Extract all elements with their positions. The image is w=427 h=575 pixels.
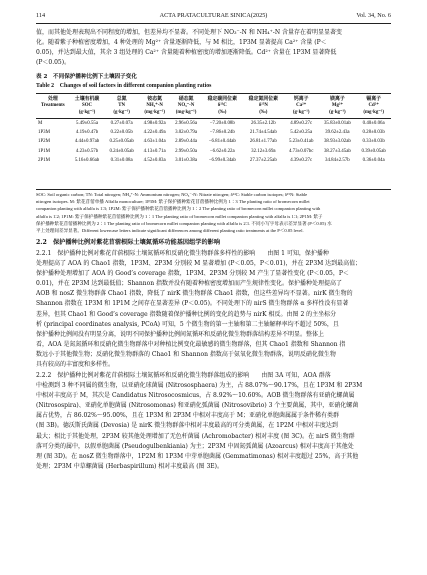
volume-info: Vol. 34, No. 6 <box>356 12 391 19</box>
text-line: 最大；相比于其他处理，2P3M 较其他处理增加了无色杆菌属 (Achromobacter) 相对丰度 (图 3C)。在 nirS 微生物群 <box>36 432 355 440</box>
note-line: alfalfa is 1∶2; 1P1M: 紫子保护播种紫花苜蓿播种比例为 1∶1 The planting ratio of bromecorn millet companion planting with alfalfa is 1∶1; 2P1M: 紫子 <box>36 213 323 219</box>
header-cell: (‰) <box>243 110 284 119</box>
table-cell: 5.23±0.41ab <box>288 139 314 145</box>
header-cell: Mg²⁺ <box>331 103 343 108</box>
text-line: 差异，但其 Chao1 和 Good’s coverage 指数随着保护播种比例的变化的趋势与 nirK 相反。由图 2 的主坐标分 <box>36 310 337 318</box>
header-cell: 镁离子 <box>330 97 345 102</box>
journal-title: ACTA PRATACULTURAE SINICA(2025) <box>159 12 268 19</box>
text-line: (P＜0.05)。 <box>36 59 71 67</box>
text-line: 0.05)，并达到最大值，其余 3 组处理的 Ca²⁺ 含量随着种植密度的增加逐渐降低。Cd²⁺ 含量在 1P3M 显著降低 <box>36 49 337 57</box>
text-line: 析 (principal coordinates analysis, PCoA) 可知，5 个微生物的第一主轴和第二主轴解释率均不超过 50%，且 <box>36 320 339 328</box>
table-cell: 0.31±0.08a <box>110 157 133 163</box>
table-cell: 3.01±0.38a <box>175 157 198 163</box>
note-line: 平上处理间差异显著。Different lowercase letters indicate significant differences among different planting ratio treatments at the P＜0.05 level. <box>36 228 304 234</box>
table-cell: 0.33±0.03b <box>362 139 385 145</box>
table-cell: 21.74±4.54ab <box>249 130 277 136</box>
table-cell: −7.20±0.08b <box>209 121 235 126</box>
page-number: 114 <box>36 12 46 19</box>
text-line: 化。随着紫子种植密度增加，4 种处理的 Mg²⁺ 含量逐渐降低，与 M 相比，1P3M 显著提高 Ca²⁺ 含量 (P＜ <box>36 39 327 47</box>
header-cell <box>36 110 70 119</box>
table-cell: 4.19±0.47b <box>75 130 99 136</box>
table-header-row <box>36 94 391 103</box>
table-header-row <box>36 110 391 119</box>
header-cell: SOC <box>82 103 93 108</box>
text-line: 保护播种处理增加了 AOA 的 Good’s coverage 指数，1P3M、2P3M 分别较 M 产生了显著性变化 (P＜0.05，P＜ <box>36 270 349 278</box>
text-line: 中检测到 3 种不同属的微生物，以亚硝化球菌属 (Nitrososphaera) 为主，占 88.07%～90.17%，且在 1P3M 和 2P3M <box>36 382 363 390</box>
table-cell: 4.98±0.92a <box>143 121 166 126</box>
table-cell: 4.52±0.83a <box>143 157 166 163</box>
table-caption-en: Table 2 Changes of soil factors in different companion planting ratios <box>36 83 212 89</box>
table-cell: M <box>38 121 43 126</box>
header-cell: NO₃⁻-N <box>177 103 195 108</box>
table-cell: 0.40±0.06a <box>362 121 385 126</box>
intro-paragraph <box>36 28 391 68</box>
table-cell: 0.28±0.03b <box>362 130 385 136</box>
header-cell: NH₄⁺-N <box>146 103 163 108</box>
table-cell: 2.99±0.50a <box>175 148 198 154</box>
text-line: (图 3B)。德沃斯氏菌属 (Devosia) 是 nirK 微生物群落中相对丰度最高的可分类菌属，在 1P2M 中相对丰度达到 <box>36 422 338 430</box>
header-cell: (g·kg⁻¹) <box>318 110 356 119</box>
table-cell: 34.84±2.57b <box>325 157 350 163</box>
text-line: AOB 和 nosZ 微生物群落 Chao1 指数，降低了 nirK 微生物群落 Chao1 指数，但这些差异均不显著。nirK 微生物的 <box>36 290 353 298</box>
header-cell: TN <box>118 103 126 108</box>
note-line: companion planting with alfalfa is 1∶3; 1P2M: 紫子保护播种紫花苜蓿播种比例为 1∶2 The planting ratio of bromecorn millet companion planting with <box>36 206 321 212</box>
note-line: SOC: Soil organic carbon; TN: Total nitrogen; NH₄⁺-N: Ammonium nitrogen; NO₃⁻-N: Nitrate nitrogen; δ¹³C: Stable carbon isotopes; δ¹⁵N: Stable <box>36 192 308 197</box>
header-cell: Cd²⁺ <box>368 103 379 108</box>
header-rule <box>36 23 391 24</box>
text-line: Shannon 指数在 1P3M 和 1P1M 之间存在显著差异 (P＜0.05)。不同处理下的 nirS 微生物群落 α 多样性没有显著 <box>36 300 349 308</box>
header-cell: 稳定碳同位素 <box>207 97 237 102</box>
table-cell: 4.22±0.49a <box>143 130 166 136</box>
table-cell: −6.81±0.44ab <box>208 139 236 145</box>
table-cell: 5.49±0.55a <box>76 121 99 126</box>
table-cell: 0.24±0.05ab <box>109 148 134 154</box>
header-cell: Treatments <box>40 103 65 108</box>
table-cell: 35.83±0.01ab <box>323 121 351 126</box>
text-line: 落可分类的属中，以假单胞菌属 (Pseudogulbenkiania) 为主；2P3M 中固氮弧菌属 (Azoarcus) 相对丰度高于其他处 <box>36 442 354 450</box>
header-cell: 总氮 <box>116 97 127 102</box>
table-cell: −7.86±0.24b <box>209 130 235 136</box>
text-line: 数远小于其他微生物；反硝化微生物群落的 Chao1 和 Shannon 指数高于氨氧化微生物群落，说明反硝化微生物 <box>36 350 336 358</box>
header-cell: 钙离子 <box>293 97 309 102</box>
table-cell: 4.89±0.27c <box>290 121 313 126</box>
table-cell: 4.73±0.07bc <box>288 148 314 154</box>
text-line: 值，而其他处理表现出不同程度的增加，但差异均不显著。不同处理下 NO₃⁻-N 和 NH₄⁺-N 含量存在着明显显著变 <box>36 29 342 36</box>
table-cell: 39.62±2.43a <box>325 130 350 136</box>
table-cell: 1P3M <box>38 130 50 136</box>
table-row <box>36 156 391 165</box>
header-cell: 铵态氮 <box>147 97 162 102</box>
text-line: 中相对丰度高于 M，其次是 Candidatus Nitrosocosmicus，占 8.92%～10.60%。AOB 微生物群落有亚硝化螺菌属 <box>36 392 355 400</box>
table-cell: 1P1M <box>38 148 50 154</box>
table-cell: 4.63±1.04a <box>143 139 166 145</box>
table-bottom-rule <box>36 189 391 190</box>
note-line: nitrogen isotopes. M: 紫花苜蓿单播 Alfalfa monoculture; 1P3M: 紫子保护播种紫花苜蓿播种比例为 1∶3 The planting ratio of bromecorn millet <box>36 199 310 205</box>
table-cell: −6.62±0.22a <box>209 148 235 154</box>
text-line: 2.2.2 保护播种比例对紫花苜蓿根际土壤氮循环和反硝化微生物群落组成的影响 由图 3A 可知，AOA 群落 <box>36 372 331 379</box>
text-line: 保护播种比例间没有明显分离，说明不同保护播种比例间氮循环和反硝化微生物群落结构差异不明显。整体上 <box>36 330 325 338</box>
text-line: 理 (图 3D)。在 nosZ 微生物群落中，1P2M 和 1P3M 中芽单胞菌属 (Gemmatimonas) 相对丰度超过 25%，高于其他 <box>36 452 359 460</box>
header-cell: (g·kg⁻¹) <box>104 110 139 119</box>
text-line: 处理提高了 AOA 的 Chao1 指数，1P3M、2P3M 分别较 M 显著增加 (P＜0.05，P＜0.01)，并在 2P3M 达到最高值； <box>36 260 362 268</box>
table-note <box>36 191 391 234</box>
table-row <box>36 119 391 129</box>
text-line: 看，AOA 是氮氮循环和反硝化微生物群落中对种植比例变化最敏感的微生物群落，但其 Chao1 指数和 Shannon 指 <box>36 340 346 348</box>
header-cell: 土壤有机碳 <box>74 97 100 102</box>
table-cell: 0.27±0.07a <box>110 121 133 126</box>
table-row <box>36 128 391 137</box>
table-cell: 38.27±3.45ab <box>323 148 351 154</box>
header-cell: Ca²⁺ <box>296 103 307 108</box>
table-row <box>36 147 391 156</box>
note-line: 保护播种紫花苜蓿播种比例为 2∶1 The planting ratio of bromecorn millet companion planting with alfalfa is 2∶1. 不同小写字母表示差异显著 (P＜0.05) 水 <box>36 220 332 226</box>
table-cell: 1P2M <box>38 139 50 145</box>
subsection-2-2-2 <box>36 371 391 472</box>
header-cell: 硝态氮 <box>178 97 194 102</box>
text-line: (Nitrosospira)、亚硝化单胞菌属 (Nitrosomonas) 和亚硝化弧菌属 (Nitrosovibrio) 3 个主要菌属，其中，亚硝化螺菌 <box>36 402 359 410</box>
table-cell: 4.23±0.57b <box>75 148 99 154</box>
text-line: 2.2.1 保护播种比例对紫花苜蓿根际土壤氮循环和反硝化微生物群落多样性的影响 由图 1 可知，保护播种 <box>36 250 329 257</box>
header-cell: (g·kg⁻¹) <box>70 110 105 119</box>
text-line: 处理；2P3M 中草螺菌属 (Herbaspirillum) 相对丰度最高 (图 3E)。 <box>36 462 223 470</box>
table-cell: −6.99±0.34ab <box>208 157 236 163</box>
table-cell: 0.39±0.05ab <box>361 148 386 154</box>
header-cell: (‰) <box>202 110 243 119</box>
table-cell: 4.13±0.71a <box>143 148 166 154</box>
section-heading: 2.2 保护播种比例对紫花苜蓿根际土壤氮循环功能基因组学的影响 <box>36 239 221 246</box>
header-cell: 稳定氮同位素 <box>248 97 279 102</box>
header-cell: (g·kg⁻¹) <box>284 110 319 119</box>
table-cell: 2.89±0.44a <box>175 139 198 145</box>
text-line: 属占优势，占 86.02%～95.00%，且在 1P3M 和 2P3M 中相对丰度高于 M；亚硝化单胞菌属属于条件稀有类群 <box>36 412 339 420</box>
table-cell: 32.12±3.69a <box>251 148 276 154</box>
subsection-2-2-1 <box>36 249 391 370</box>
header-cell: (mg·kg⁻¹) <box>139 110 170 119</box>
table-cell: 4.39±0.27c <box>290 157 313 163</box>
table-cell: 0.36±0.04a <box>362 157 385 163</box>
table-cell: 4.44±0.97ab <box>74 139 100 145</box>
table-cell: 27.37±2.25ab <box>249 157 277 163</box>
table-cell: 3.02±0.79a <box>175 130 198 136</box>
text-line: 具有较高的丰富度和多样性。 <box>36 361 115 369</box>
table-cell: 0.22±0.05b <box>110 130 133 136</box>
header-cell: (mg·kg⁻¹) <box>356 110 391 119</box>
table-cell: 38.93±3.02ab <box>323 139 351 145</box>
header-cell: 镉离子 <box>366 97 381 102</box>
table-cell: 26.81±1.77ab <box>249 139 277 145</box>
table-row <box>36 137 391 146</box>
header-cell: (mg·kg⁻¹) <box>170 110 201 119</box>
table-cell: 5.42±0.25a <box>290 130 313 136</box>
header-cell: δ¹³C <box>217 103 227 108</box>
header-cell: δ¹⁵N <box>258 103 268 108</box>
header-cell: 处理 <box>47 97 58 102</box>
table-cell: 26.35±2.12b <box>251 121 276 126</box>
table-cell: 5.16±0.66ab <box>74 157 100 163</box>
table-cell: 2.96±0.56a <box>175 121 198 126</box>
table-cell: 0.25±0.05ab <box>109 139 134 145</box>
soil-factor-table <box>36 94 391 165</box>
table-cell: 2P1M <box>38 157 50 163</box>
table-caption-cn: 表 2 不同保护播种比例下土壤因子变化 <box>36 74 137 80</box>
text-line: 0.01)，并在 2P3M 达到最低值；Shannon 指数并没有随着种植密度增加而产生规律性变化。保护播种处理提高了 <box>36 280 342 288</box>
